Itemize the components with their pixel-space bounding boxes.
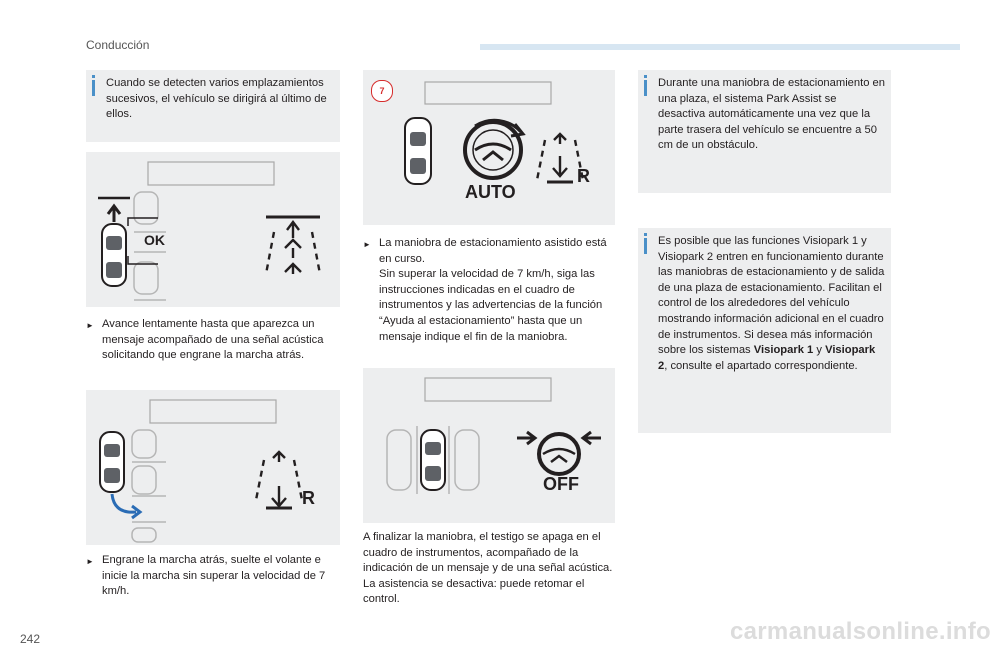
steering-wheel-icon <box>539 434 579 474</box>
arrow-icon <box>583 432 601 444</box>
callout-badge: 7 <box>371 80 393 102</box>
note-text-part: , consulte el apartado correspondiente. <box>664 359 858 372</box>
info-note-multiple-spaces <box>86 70 340 142</box>
bullet-text: Engrane la marcha atrás, suelte el volante e inicie la marcha sin superar la velocidad de 7 km/h. <box>102 554 326 598</box>
figure-reverse-gear <box>86 390 340 545</box>
ok-label: OK <box>144 232 165 248</box>
sensor-beams-icon <box>266 217 320 274</box>
bullet-marker-icon: ► <box>86 321 94 330</box>
note-text-part: Es posible que las funciones Visiopark 1 y Visiopark 2 entren en funcionamiento durante las maniobras de estacionamiento y de salida de una plaza de estacionamiento. Facilitan el control de los alrededores del vehículo mostrando información adicional en el cuadro de instrumentos. Si desea más información sobre los sistemas <box>658 235 885 357</box>
visiopark-2-term: Visiopark 2 <box>658 344 876 372</box>
bullet-marker-icon: ► <box>86 557 94 566</box>
header-bar <box>480 44 960 50</box>
page-number: 242 <box>20 632 41 646</box>
note-text-part: y <box>813 344 826 357</box>
sensor-beams-icon <box>256 452 302 508</box>
reverse-label: R <box>577 166 590 186</box>
car-icon <box>102 224 126 286</box>
info-icon <box>644 238 647 254</box>
bullet-text: La maniobra de estacionamiento asistido está en curso. Sin superar la velocidad de 7 km/h, siga las instrucciones indicadas en el cuadro de instrumentos y las advertencias de la función “Ayuda al estacionamiento” hasta que un mensaje indique el fin de la maniobra. <box>379 237 607 343</box>
figure-auto-maneuver <box>363 70 615 225</box>
info-icon <box>644 80 647 96</box>
figure-reverse-drawing <box>86 390 340 545</box>
auto-label: AUTO <box>465 182 516 202</box>
watermark: carmanualsonline.info <box>730 618 991 645</box>
paragraph-end-maneuver: A finalizar la maniobra, el testigo se apaga en el cuadro de instrumentos, acompañado de la indicación de un mensaje y de una señal acústica. La asistencia se desactiva: puede retomar el control. <box>363 531 613 606</box>
note-text: Durante una maniobra de estacionamiento en una plaza, el sistema Park Assist se desactiva automáticamente una vez que la parte trasera del vehículo se encuentre a 50 cm de un obstáculo. <box>658 77 886 152</box>
visiopark-1-term: Visiopark 1 <box>753 344 814 357</box>
car-icon <box>100 432 124 492</box>
note-text: Cuando se detecten varios emplazamientos sucesivos, el vehículo se dirigirá al último de ellos. <box>106 77 327 121</box>
section-title: Conducción <box>86 38 150 52</box>
figure-off-drawing <box>363 368 615 523</box>
bullet-advance-slowly <box>86 317 340 381</box>
note-text <box>658 234 885 374</box>
bullet-maneuver-in-progress <box>363 236 615 362</box>
bullet-marker-icon: ► <box>363 240 371 249</box>
arrow-icon <box>517 432 535 444</box>
reverse-label: R <box>302 488 315 508</box>
car-icon <box>405 118 431 184</box>
bullet-engage-reverse <box>86 553 340 603</box>
figure-off-end <box>363 368 615 523</box>
figure-ok-drawing <box>86 152 340 307</box>
off-label: OFF <box>543 474 579 494</box>
info-note-visiopark <box>638 228 891 433</box>
car-icon <box>421 430 445 490</box>
info-note-park-assist <box>638 70 891 193</box>
info-icon <box>92 80 95 96</box>
figure-ok-parking <box>86 152 340 307</box>
bullet-text: Avance lentamente hasta que aparezca un mensaje acompañado de una señal acústica solicitando que engrane la marcha atrás. <box>102 318 324 362</box>
steering-wheel-icon <box>465 120 523 178</box>
